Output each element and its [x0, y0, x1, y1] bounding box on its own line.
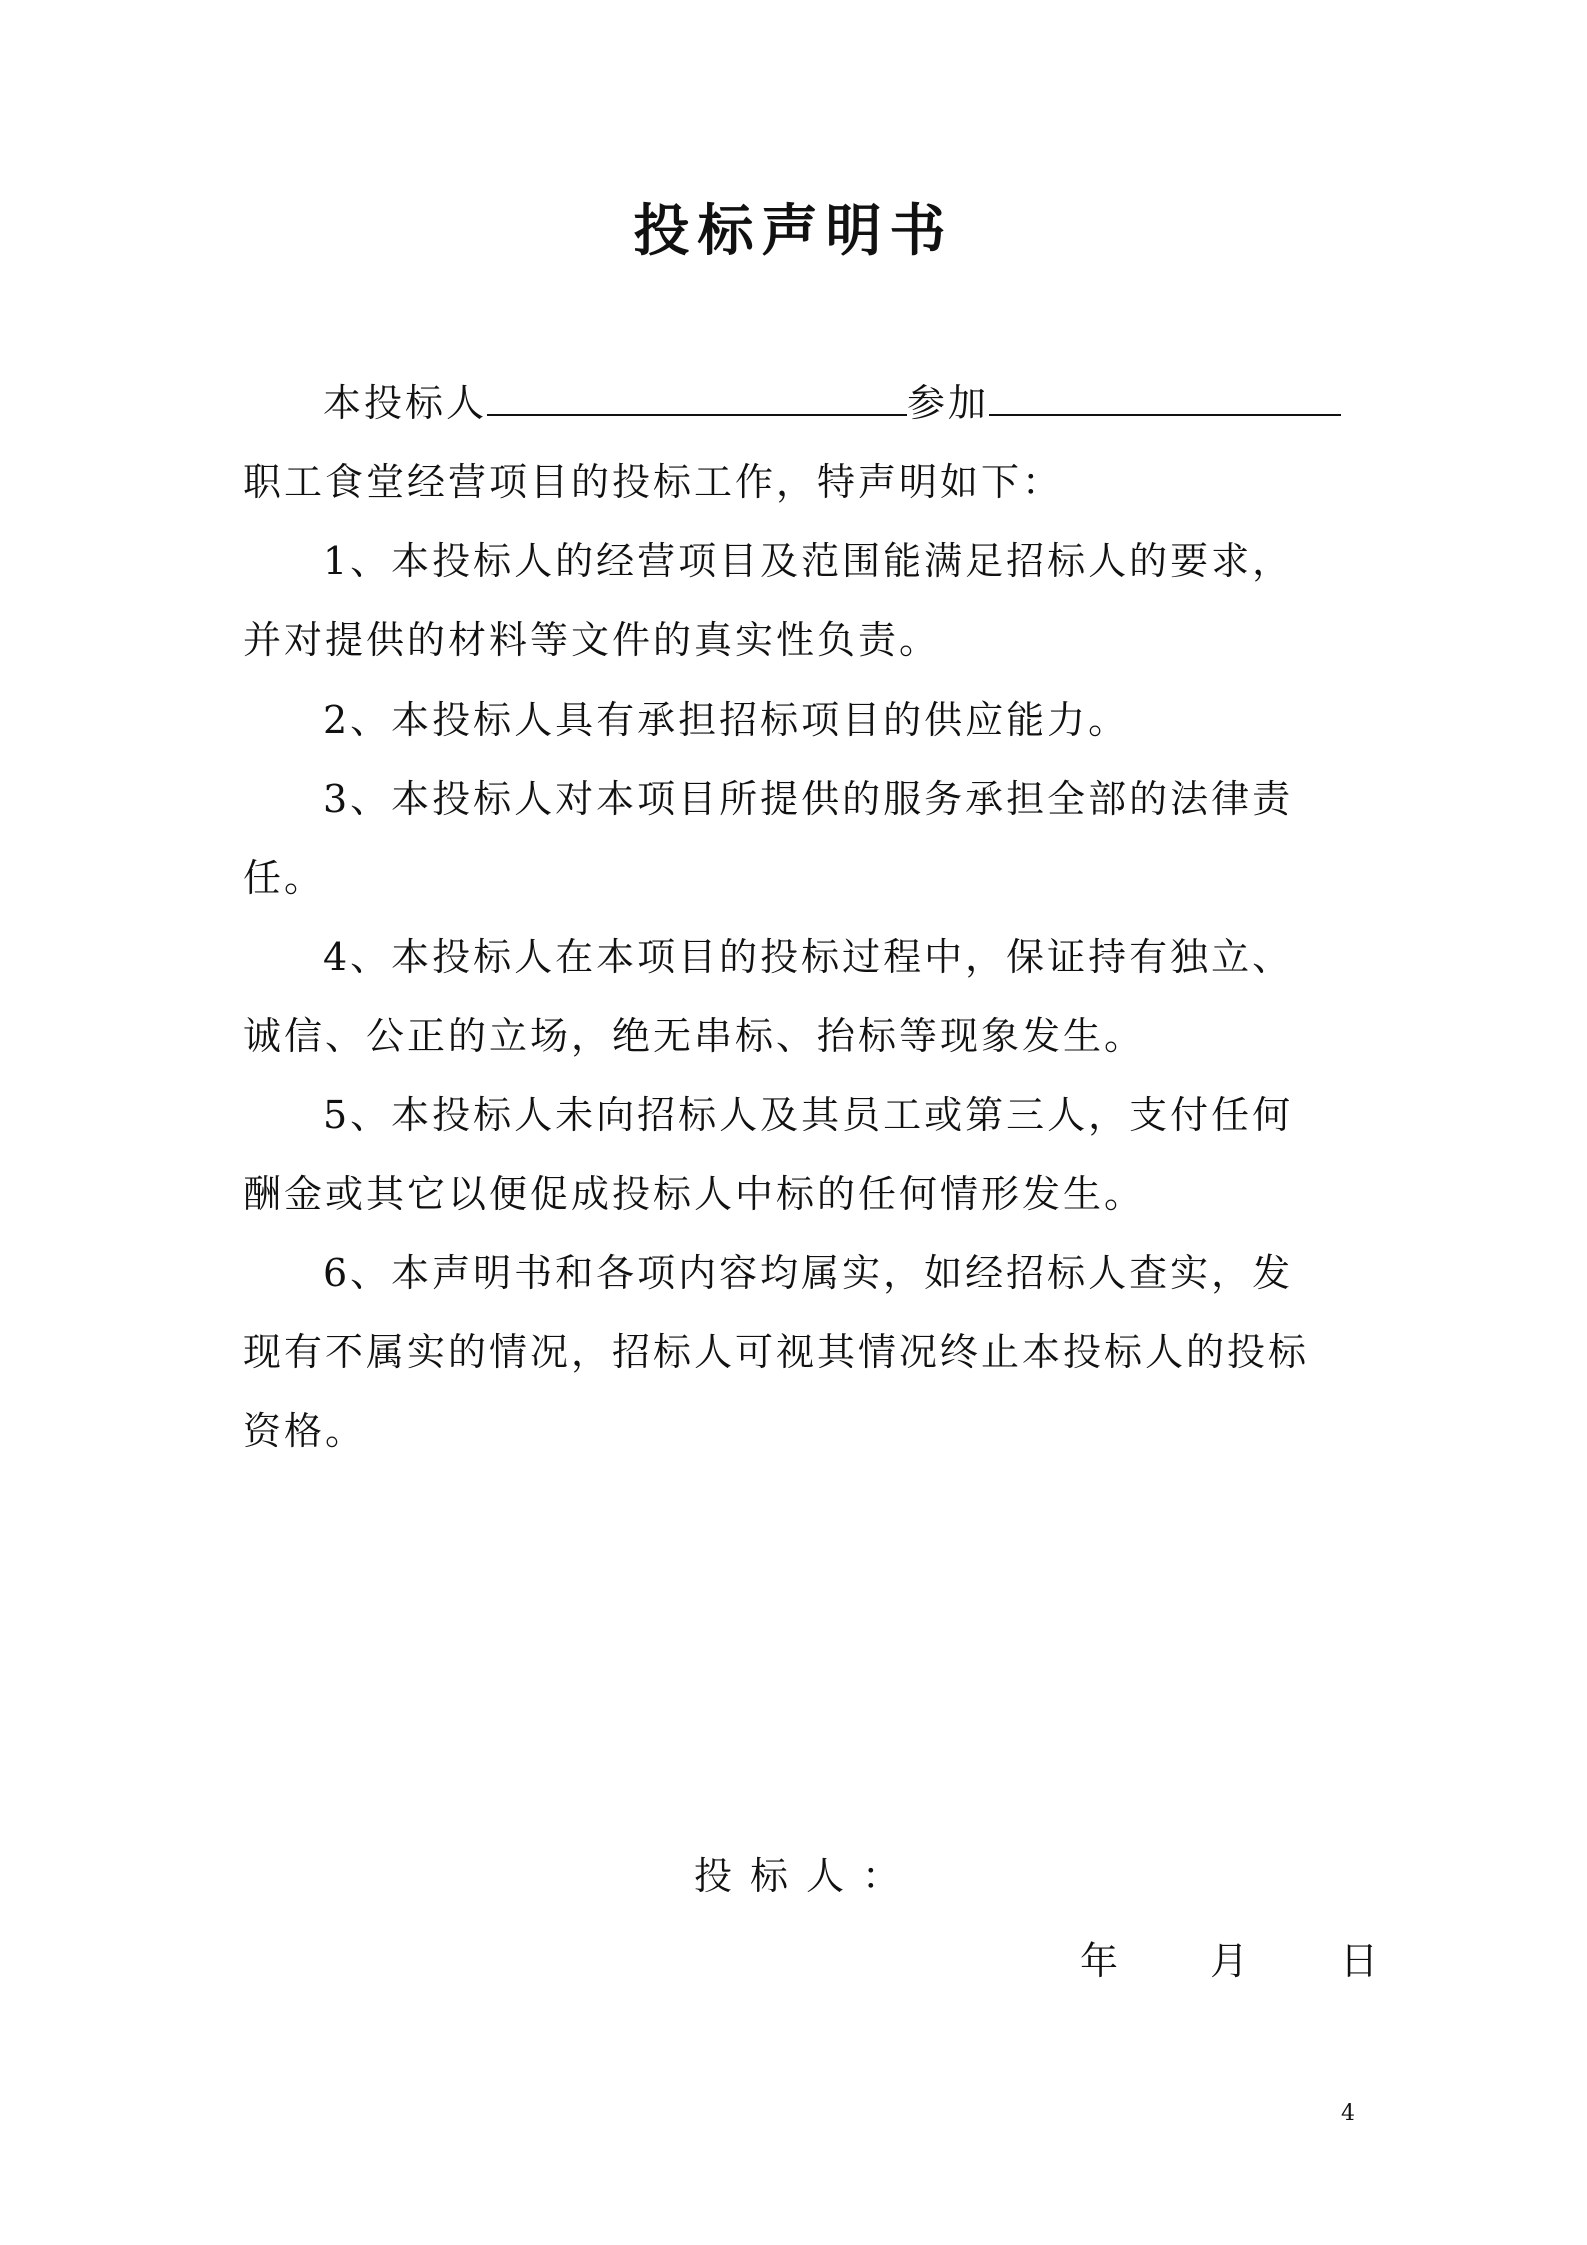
intro-middle: 参加: [907, 381, 990, 425]
date-label: 年 月 日: [1080, 1939, 1419, 1983]
project-name-blank: [989, 386, 1341, 416]
document-title: 投标声明书: [633, 198, 954, 264]
signature-label: 投标人：: [694, 1854, 919, 1898]
intro-line-1: [323, 375, 1341, 431]
item-3-line-1: 3、本投标人对本项目所提供的服务承担全部的法律责: [323, 777, 1294, 821]
intro-prefix: 本投标人: [323, 381, 488, 425]
item-1-line-2: 并对提供的材料等文件的真实性负责。: [243, 618, 941, 662]
page-number: 4: [1341, 2101, 1355, 2126]
item-2-line-1: 2、本投标人具有承担招标项目的供应能力。: [323, 698, 1130, 742]
item-5-line-2: 酬金或其它以便促成投标人中标的任何情形发生。: [243, 1172, 1146, 1216]
item-3-line-2: 任。: [243, 856, 326, 900]
item-4-line-2: 诚信、公正的立场，绝无串标、抬标等现象发生。: [243, 1014, 1146, 1058]
item-1-line-1: 1、本投标人的经营项目及范围能满足招标人的要求，: [323, 539, 1294, 583]
item-6-line-3: 资格。: [243, 1409, 367, 1453]
item-6-line-2: 现有不属实的情况，招标人可视其情况终止本投标人的投标: [243, 1330, 1310, 1374]
bidder-name-blank: [487, 386, 907, 416]
item-6-line-1: 6、本声明书和各项内容均属实，如经招标人查实，发: [323, 1251, 1294, 1295]
item-5-line-1: 5、本投标人未向招标人及其员工或第三人，支付任何: [323, 1093, 1294, 1137]
intro-line-2: 职工食堂经营项目的投标工作，特声明如下：: [243, 460, 1064, 504]
item-4-line-1: 4、本投标人在本项目的投标过程中，保证持有独立、: [323, 935, 1294, 979]
